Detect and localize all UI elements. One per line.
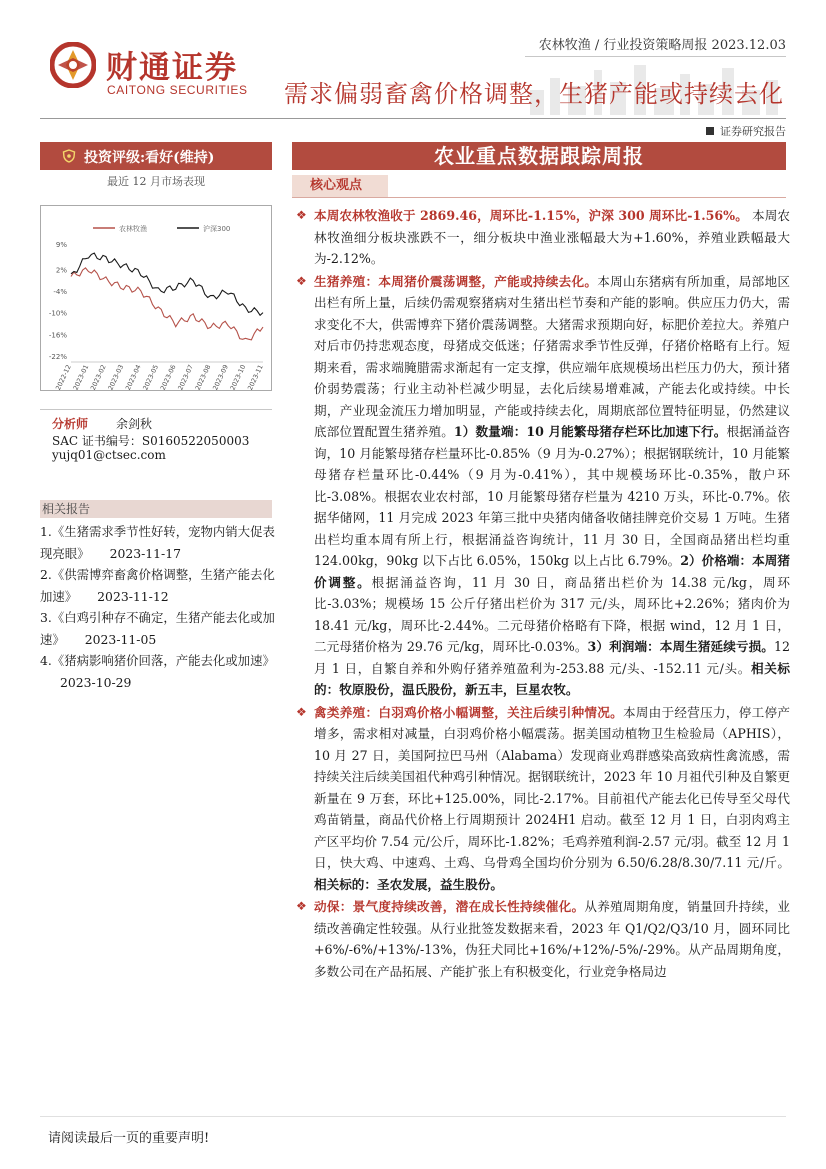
x-tick-label: 2023-02	[88, 363, 108, 390]
shield-icon	[62, 149, 76, 163]
logo-en-text: CAITONG SECURITIES	[107, 83, 248, 97]
diamond-bullet-icon: ❖	[296, 208, 307, 222]
x-tick-label: 2023-09	[211, 363, 230, 390]
related-report-title: 4.《猪病影响猪价回落，产能去化或加速》	[40, 653, 275, 668]
paragraph-body: 根据涌益咨询，11 月 30 日，商品猪出栏价为 14.38 元/kg，周环比-3.03%；规模场 15 公斤仔猪出栏价为 317 元/头，周环比+2.26%；猪肉价为 18.41 元/kg，周环比-2.44%。二元母猪价格略有下降，根据 wind，12 月 1 日，二元母猪价格为 29.76 元/kg，周环比-0.03%。	[314, 574, 791, 654]
section-title: 农业重点数据跟踪周报	[434, 144, 644, 168]
footer-divider	[40, 1116, 786, 1117]
x-tick-label: 2023-08	[193, 363, 213, 390]
analyst-divider	[40, 409, 272, 410]
y-tick-label: -16%	[48, 331, 67, 340]
related-report-title: 2.《供需博弈畜禽价格调整，生猪产能去化加速》	[40, 567, 275, 604]
logo-mark-icon	[50, 42, 96, 88]
x-tick-label: 2023-04	[123, 363, 143, 390]
diamond-bullet-icon: ❖	[296, 704, 307, 719]
paragraph-subhead: 1）数量端：10 月能繁母猪存栏环比加速下行。	[453, 424, 727, 439]
paragraph-market	[296, 205, 790, 270]
related-report-item[interactable]	[40, 607, 276, 650]
paragraph-body: 从养殖周期角度，销量回升持续，业绩改善确定性较强。从行业批签发数据来看，2023 年 Q1/Q2/Q3/10 月，圆环同比+6%/-6%/+13%/-13%，伪狂犬同比+16%/+12%/-5%/-29%。从产品周期角度，多数公司在产品拓展、产能扩张上有积极变化，行业竞争格局边	[314, 899, 791, 979]
paragraph-poultry	[296, 702, 790, 896]
paragraph-body: 本周由于经营压力，停工停产增多，需求相对减量，白羽鸡价格小幅震荡。据美国动植物卫生检验局（APHIS），10 月 27 日，美国阿拉巴马州（Alabama）发现商业鸡群感染高致病性禽流感，需持续关注后续美国祖代种鸡引种情况。据钢联统计，2023 年 10 月祖代引种及自繁更新量在 9 万套，环比+125.00%，同比-2.17%。目前祖代产能去化已传导至父母代鸡苗销量，商品代价格上行周期预计 2024H1 启动。截至 12 月 1 日，白羽肉鸡主产区平均价 7.54 元/公斤，周环比-1.82%；毛鸡养殖利润-2.57 元/羽。截至 12 月 1 日，快大鸡、中速鸡、土鸡、乌骨鸡全国均价分别为 6.50/6.28/8.30/7.11 元/斤。	[314, 704, 791, 870]
rating-text: 投资评级:看好(维持)	[84, 150, 215, 166]
core-view-divider	[292, 197, 786, 198]
diamond-bullet-icon: ❖	[296, 899, 307, 913]
related-report-item[interactable]	[40, 521, 276, 564]
related-report-title: 1.《生猪需求季节性好转，宠物内销大促表现亮眼》	[40, 524, 275, 561]
paragraph-subhead: 3）利润端：本周生猪延续亏损。	[587, 639, 774, 654]
paragraph-lead: 本周农林牧渔收于 2869.46，周环比-1.15%，沪深 300 周环比-1.56%。	[314, 208, 748, 223]
legend-label: 农林牧渔	[119, 225, 147, 233]
analyst-email: yujq01@ctsec.com	[52, 448, 166, 462]
paragraph-subhead: 2）价格端：本周猪价调整。	[314, 553, 790, 590]
series-line	[71, 268, 263, 340]
related-report-date: 2023-10-29	[60, 674, 132, 690]
footer-disclaimer: 请阅读最后一页的重要声明!	[48, 1131, 210, 1146]
related-report-date: 2023-11-05	[84, 631, 157, 647]
x-tick-label: 2023-06	[158, 363, 178, 390]
related-report-item[interactable]	[40, 564, 276, 607]
related-report-date: 2023-11-12	[97, 588, 169, 604]
paragraph-body: 12 月 1 日，自繁自养和外购仔猪养殖盈利为-253.88 元/头、-152.11 元/头。	[314, 639, 791, 676]
report-type-label: 证券研究报告	[720, 125, 786, 138]
diamond-bullet-icon: ❖	[296, 273, 307, 288]
analyst-label: 分析师	[52, 417, 89, 431]
x-tick-label: 2023-03	[106, 363, 126, 390]
paragraph-body: 本周山东猪病有所加重，局部地区出栏有所上量，后续仍需观察猪病对生猪出栏节奏和产能的影响。供应压力仍大，需求变化不大，供需博弈下猪价震荡调整。大猪需求预期向好，标肥价差拉大。养殖户对后市仍持悲观态度，母猪成交低迷；仔猪需求季节性反弹，仔猪价格略有上行。短期来看，需求端腌腊需求渐起有一定支撑，供应端年底规模场出栏压力仍大，预计猪价弱势震荡；行业主动补栏减少明显，去化后续易增难减，产能去化或持续。中长期，产业现金流压力增加明显，产能或持续去化，周期底部位置特征明显，仍然建议底部位置配置生猪养殖。	[314, 273, 791, 439]
related-report-item[interactable]	[40, 650, 276, 693]
y-tick-label: -4%	[53, 287, 67, 296]
core-view-tab: 核心观点	[292, 175, 388, 197]
rating-box	[40, 142, 272, 170]
legend-label: 沪深300	[203, 225, 231, 233]
paragraph-animal-health	[296, 896, 790, 982]
performance-chart	[40, 205, 272, 391]
paragraph-body: 根据涌益咨询，10 月能繁母猪存栏量环比-0.85%（9 月为-0.27%）；根据钢联统计，10 月能繁母猪存栏量环比-0.44%（9 月为-0.41%），其中规模场环比-0.35%，散户环比-3.08%。根据农业农村部，10 月能繁母猪存栏量为 4210 万头，环比-0.7%。依据华储网，11 月完成 2023 年第三批中央猪肉储备收储挂牌竞价交易 1 万吨。生猪出栏均重本周有所上行，根据涌益咨询统计，11 月 30 日，全国商品猪出栏均重 124.00kg，90kg 以下占比 6.05%，150kg 以上占比 6.79%。	[314, 424, 791, 568]
x-tick-label: 2022-12	[54, 363, 73, 390]
paragraph-hog	[296, 271, 790, 701]
header-divider	[525, 56, 786, 57]
logo-cn-text: 财通证券	[106, 50, 238, 86]
performance-caption: 最近 12 月市场表现	[107, 175, 205, 188]
header-meta: 农林牧渔 / 行业投资策略周报 2023.12.03	[538, 38, 786, 53]
paragraph-body: 本周农林牧渔细分板块涨跌不一，细分板块中渔业涨幅最大为+1.60%，养殖业跌幅最大为-2.12%。	[314, 208, 790, 266]
related-report-title: 3.《白鸡引种存不确定，生猪产能去化或加速》	[40, 610, 275, 647]
paragraph-lead: 禽类养殖：白羽鸡价格小幅调整，关注后续引种情况。	[314, 704, 623, 720]
body-column	[296, 205, 790, 983]
y-tick-label: -10%	[48, 309, 67, 318]
square-bullet-icon	[706, 127, 714, 135]
performance-chart-svg	[41, 206, 271, 390]
related-reports-header: 相关报告	[40, 500, 272, 518]
x-tick-label: 2023-10	[228, 363, 248, 390]
x-tick-label: 2023-07	[176, 363, 195, 390]
related-stocks: 相关标的：圣农发展，益生股份。	[314, 876, 503, 892]
related-stocks: 相关标的：牧原股份，温氏股份，新五丰，巨星农牧。	[314, 660, 791, 697]
related-reports-list	[40, 521, 276, 693]
analyst-name: 余剑秋	[116, 417, 153, 431]
report-title: 需求偏弱畜禽价格调整，生猪产能或持续去化	[284, 80, 784, 108]
y-tick-label: -22%	[48, 353, 67, 361]
paragraph-lead: 动保：景气度持续改善，潜在成长性持续催化。	[314, 899, 585, 914]
y-tick-label: 9%	[55, 241, 67, 249]
related-report-date: 2023-11-17	[109, 545, 182, 561]
paragraph-lead: 生猪养殖：本周猪价震荡调整，产能或持续去化。	[314, 273, 598, 289]
report-type	[706, 123, 786, 139]
section-title-bar	[292, 142, 786, 170]
caitong-logo	[50, 38, 250, 98]
x-tick-label: 2023-01	[71, 363, 91, 390]
x-tick-label: 2023-05	[141, 363, 161, 390]
x-tick-label: 2023-11	[246, 363, 265, 390]
series-line	[71, 253, 263, 315]
analyst-sac: SAC 证书编号：S0160522050003	[52, 434, 250, 448]
title-rule	[40, 118, 786, 119]
y-tick-label: 2%	[55, 266, 67, 275]
